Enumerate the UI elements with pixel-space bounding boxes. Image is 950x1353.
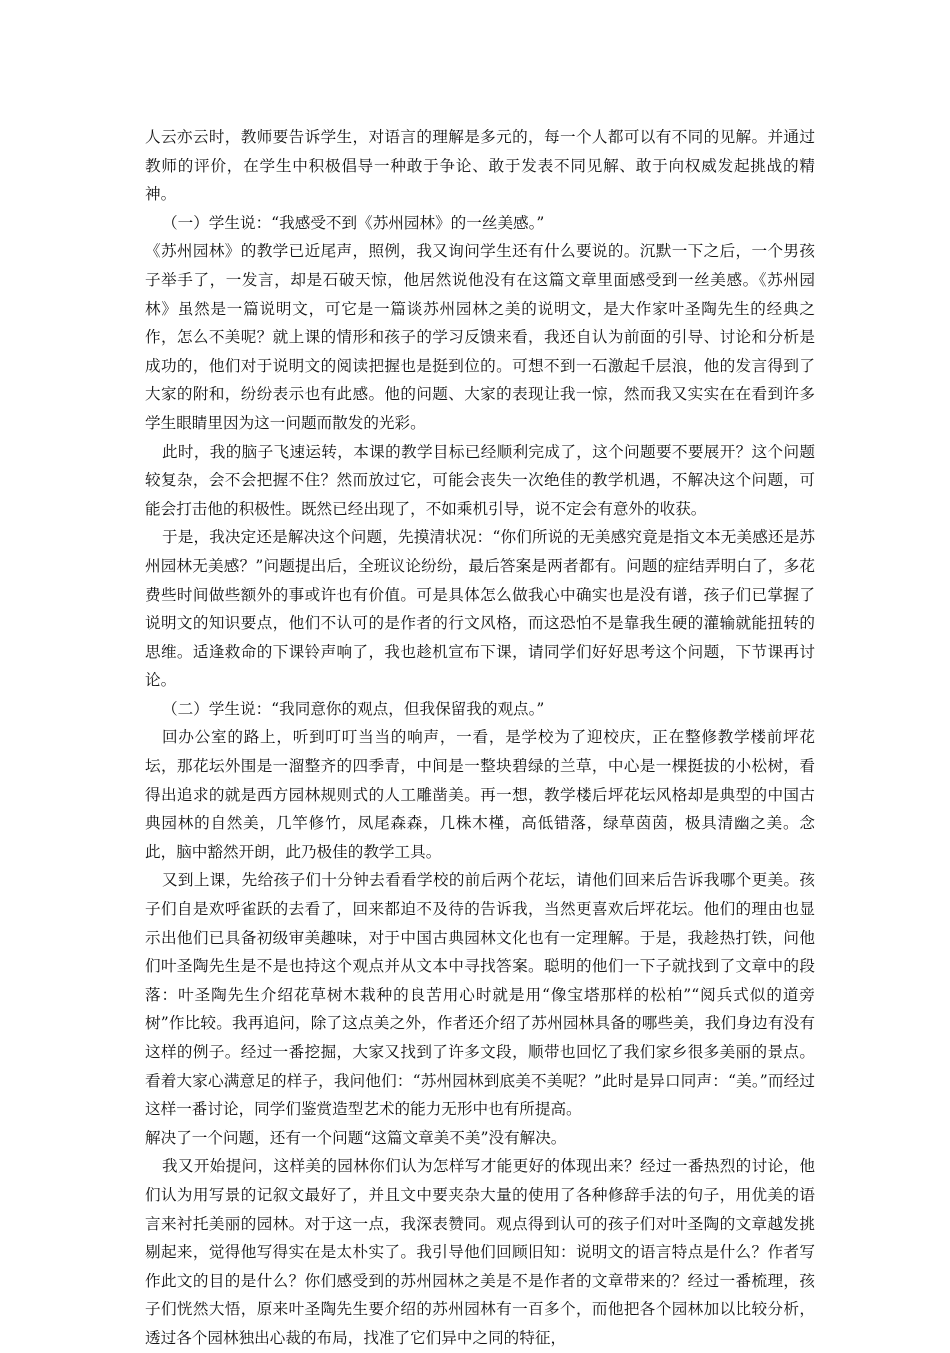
section-heading-1: （一）学生说：“我感受不到《苏州园林》的一丝美感。”	[162, 213, 545, 232]
paragraph: 我又开始提问，这样美的园林你们认为怎样写才能更好的体现出来？经过一番热烈的讨论，他们认为用写景的记叙文最好了，并且文中要夹杂大量的使用了各种修辞手法的句子，用优美的语言来衬托美丽的园林。对于这一点，我深表赞同。观点得到认可的孩子们对叶圣陶的文章越发挑剔起来，觉得他写得实在是太朴实了。我引导他们回顾旧知：说明文的语言特点是什么？作者写作此文的目的是什么？你们感受到的苏州园林之美是不是作者的文章带来的？经过一番梳理，孩子们恍然大悟，原来叶圣陶先生要介绍的苏州园林有一百多个，而他把各个园林加以比较分析，透过各个园林独出心裁的布局，找准了它们异中之同的特征，	[145, 1157, 815, 1347]
section-heading-2: （二）学生说：“我同意你的观点，但我保留我的观点。”	[162, 699, 545, 718]
paragraph-continuation: 人云亦云时，教师要告诉学生，对语言的理解是多元的，每一个人都可以有不同的见解。并通过教师的评价，在学生中积极倡导一种敢于争论、敢于发表不同见解、敢于向权威发起挑战的精神。	[145, 128, 815, 204]
paragraph: 于是，我决定还是解决这个问题，先摸清状况：“你们所说的无美感究竟是指文本无美感还是苏州园林无美感？”问题提出后，全班议论纷纷，最后答案是两者都有。问题的症结弄明白了，多花费些时间做些额外的事或许也有价值。可是具体怎么做我心中确实也是没有谱，孩子们已掌握了说明文的知识要点，他们不认可的是作者的行文风格，而这恐怕不是靠我生硬的灌输就能扭转的思维。适逢救命的下课铃声响了，我也趁机宣布下课，请同学们好好思考这个问题，下节课再讨论。	[145, 528, 815, 690]
paragraph: 又到上课，先给孩子们十分钟去看看学校的前后两个花坛，请他们回来后告诉我哪个更美。孩子们自是欢呼雀跃的去看了，回来都迫不及待的告诉我，当然更喜欢后坪花坛。他们的理由也显示出他们已具备初级审美趣味，对于中国古典园林文化也有一定理解。于是，我趁热打铁，问他们叶圣陶先生是不是也持这个观点并从文本中寻找答案。聪明的他们一下子就找到了文章中的段落：叶圣陶先生介绍花草树木栽种的良苦用心时就是用“像宝塔那样的松柏”“阅兵式似的道旁树”作比较。我再追问，除了这点美之外，作者还介绍了苏州园林具备的哪些美，我们身边有没有这样的例子。经过一番挖掘，大家又找到了许多文段，顺带也回忆了我们家乡很多美丽的景点。看着大家心满意足的样子，我问他们：“苏州园林到底美不美呢？”此时是异口同声：“美。”而经过这样一番讨论，同学们鉴赏造型艺术的能力无形中也有所提高。	[145, 871, 815, 1119]
paragraph: 《苏州园林》的教学已近尾声，照例，我又询问学生还有什么要说的。沉默一下之后，一个男孩子举手了，一发言，却是石破天惊，他居然说他没有在这篇文章里面感受到一丝美感。《苏州园林》虽然是一篇说明文，可它是一篇谈苏州园林之美的说明文，是大作家叶圣陶先生的经典之作，怎么不美呢？就上课的情形和孩子的学习反馈来看，我还自认为前面的引导、讨论和分析是成功的，他们对于说明文的阅读把握也是挺到位的。可想不到一石激起千层浪，他的发言得到了大家的附和，纷纷表示也有此感。他的问题、大家的表现让我一惊，然而我又实实在在看到许多学生眼睛里因为这一问题而散发的光彩。	[145, 242, 815, 432]
paragraph: 此时，我的脑子飞速运转，本课的教学目标已经顺利完成了，这个问题要不要展开？这个问题较复杂，会不会把握不住？然而放过它，可能会丧失一次绝佳的教学机遇，不解决这个问题，可能会打击他的积极性。既然已经出现了，不如乘机引导，说不定会有意外的收获。	[145, 442, 815, 518]
paragraph: 回办公室的路上，听到叮叮当当的响声，一看，是学校为了迎校庆，正在整修教学楼前坪花坛，那花坛外围是一溜整齐的四季青，中间是一整块碧绿的兰草，中心是一棵挺拔的小松树，看得出追求的就是西方园林规则式的人工雕凿美。再一想，教学楼后坪花坛风格却是典型的中国古典园林的自然美，几竿修竹，凤尾森森，几株木槿，高低错落，绿草茵茵，极具清幽之美。念此，脑中豁然开朗，此乃极佳的教学工具。	[145, 728, 815, 861]
paragraph: 解决了一个问题，还有一个问题“这篇文章美不美”没有解决。	[145, 1128, 567, 1147]
document-page	[145, 123, 815, 1353]
